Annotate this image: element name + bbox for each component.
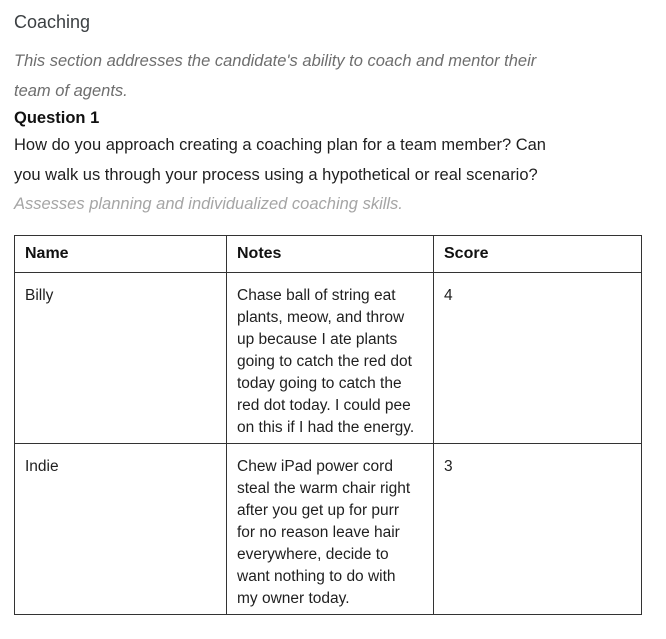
section-title: Coaching	[14, 12, 91, 32]
score-cell: 4	[434, 273, 642, 444]
notes-cell: Chase ball of string eat plants, meow, and throw up because I ate plants going to catch the red dot today going to catch the red dot today. I could pee on this if I had the energy.	[227, 273, 434, 444]
name-cell: Indie	[15, 444, 227, 615]
column-header-notes: Notes	[227, 236, 434, 273]
name-cell: Billy	[15, 273, 227, 444]
column-header-name: Name	[15, 236, 227, 273]
section-description: This section addresses the candidate's ability to coach and mentor their team of agents.	[14, 52, 537, 100]
table-row	[15, 444, 642, 615]
column-header-score: Score	[434, 236, 642, 273]
notes-cell: Chew iPad power cord steal the warm chair right after you get up for purr for no reason leave hair everywhere, decide to want nothing to do with my owner today.	[227, 444, 434, 615]
scores-table	[14, 235, 642, 615]
table-row	[15, 273, 642, 444]
question-label: Question 1	[14, 109, 100, 127]
score-cell: 3	[434, 444, 642, 615]
question-hint: Assesses planning and individualized coaching skills.	[14, 195, 403, 213]
table-header-row	[15, 236, 642, 273]
question-text: How do you approach creating a coaching plan for a team member? Can you walk us through your process using a hypothetical or real scenario?	[14, 136, 546, 184]
